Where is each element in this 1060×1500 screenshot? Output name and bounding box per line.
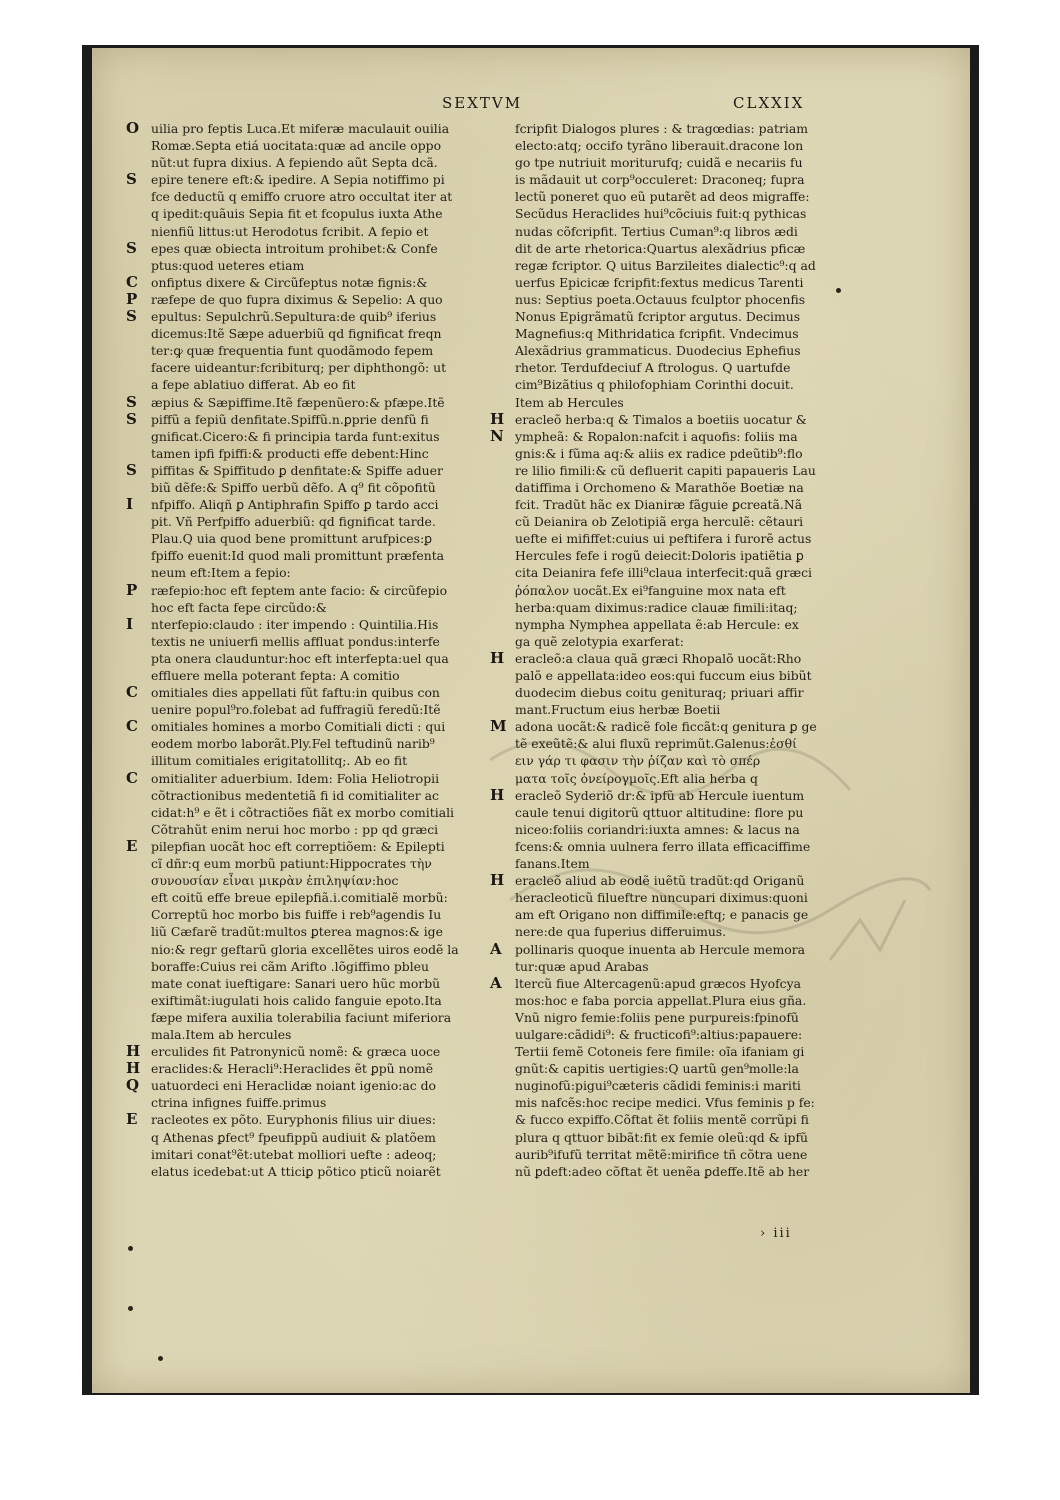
text-line: niceo:foliis coriandri:iuxta amnes: & lacus na bbox=[515, 821, 800, 837]
entry-initial: Q bbox=[126, 1076, 140, 1095]
margin-dot bbox=[128, 1246, 133, 1251]
text-line: biũ dẽfe:& Spiffo uerbũ dẽfo. A q⁹ fit cõpofitũ bbox=[151, 479, 436, 495]
margin-dot bbox=[836, 288, 841, 293]
text-line: dit de arte rhetorica:Quartus alexãdrius pficæ bbox=[515, 240, 806, 256]
folio-number: CLXXIX bbox=[733, 94, 805, 112]
text-line: fcripfit Dialogos plures : & tragœdias: patriam bbox=[515, 121, 808, 136]
text-line: effluere mella poterant fepta: A comitio bbox=[151, 668, 400, 683]
right-text-column bbox=[490, 120, 840, 1180]
text-line: q ipedit:quãuis Sepia fit et fcopulus iuxta Athe bbox=[151, 206, 443, 222]
text-line: fcens:& omnia uulnera ferro illata efficaciffime bbox=[515, 838, 811, 854]
text-entry bbox=[490, 718, 840, 786]
text-line: pit. Vñ Perfpiffo aduerbiũ: qd fignificat tarde. bbox=[151, 514, 436, 530]
text-entry bbox=[126, 582, 482, 616]
margin-dot bbox=[158, 1356, 163, 1361]
text-entry bbox=[126, 308, 482, 393]
text-line: ympheã: & Ropalon:nafcit i aquofis: foliis ma bbox=[515, 428, 798, 444]
entry-initial: H bbox=[490, 871, 505, 890]
text-line: Hercules fefe i rogũ deiecit:Doloris ipatiẽtia ꝑ bbox=[515, 548, 804, 564]
text-line: & fucco expiffo.Cõftat ẽt foliis mentẽ corrũpi fi bbox=[515, 1112, 809, 1128]
text-line: piffitas & Spiffitudo ꝑ denfitate:& Spiffe aduer bbox=[151, 462, 443, 478]
text-line: racleotes ex põto. Euryphonis filius uir diues: bbox=[151, 1112, 436, 1128]
text-line: lectũ poneret quo eũ putarẽt ad deos migraffe: bbox=[515, 189, 810, 205]
text-line: fce deductũ q emiffo cruore atro occultat iter at bbox=[151, 189, 453, 205]
text-line: Vnũ nigro femie:foliis pene purpureis:fpinofũ bbox=[515, 1009, 799, 1025]
text-line: mant.Fructum eius herbæ Boetii bbox=[515, 702, 721, 718]
text-line: dicemus:Itẽ Sæpe aduerbiũ qd fignificat freqn bbox=[151, 326, 442, 342]
text-line: eodem morbo laborãt.Ply.Fel teftudinũ narib⁹ bbox=[151, 736, 435, 752]
signature-mark: › iii bbox=[760, 1226, 792, 1241]
text-entry bbox=[126, 394, 482, 411]
text-line: eft coitũ effe breue epilepfiã.i.comitialẽ morbũ: bbox=[151, 890, 448, 906]
text-line: tur:quæ apud Arabas bbox=[515, 958, 649, 974]
text-line: duodecim diebus coitu genituraq; priuari affir bbox=[515, 685, 804, 701]
entry-initial: A bbox=[490, 973, 502, 992]
text-line: æpius & Sæpiffime.Itẽ fæpenũero:& pfæpe.Itẽ bbox=[151, 394, 445, 410]
text-line: uenire popul⁹ro.folebat ad fuffragiũ feredũ:Itẽ bbox=[151, 702, 441, 718]
text-line: Correptũ hoc morbo bis fuiffe i reb⁹agendis Iu bbox=[151, 907, 442, 923]
entry-initial: H bbox=[490, 648, 505, 667]
text-entry bbox=[126, 291, 482, 308]
text-line: boraffe:Cuius rei cãm Arifto .lõgiffimo pbleu bbox=[151, 958, 429, 974]
text-line: cim⁹Bizãtius q philofophiam Corinthi docuit. bbox=[515, 377, 794, 393]
text-line: elatus icedebat:ut A tticiꝑ põtico pticũ noiarẽt bbox=[151, 1163, 441, 1179]
text-line: cũ Deianira ob Zelotipiã erga herculẽ: cẽtauri bbox=[515, 514, 804, 530]
text-line: herba:quam diximus:radice clauæ fimili:itaq; bbox=[515, 599, 798, 615]
entry-initial: E bbox=[126, 1110, 138, 1129]
text-entry bbox=[126, 838, 482, 1043]
text-line: Tertii femẽ Cotoneis fere fimile: oĩa ifaniam gi bbox=[515, 1044, 805, 1060]
entry-initial: S bbox=[126, 307, 137, 326]
text-line: eracleõ Syderiõ dr:& ipfũ ab Hercule iuentum bbox=[515, 787, 805, 803]
text-line: omitiales homines a morbo Comitiali dicti : qui bbox=[151, 719, 446, 735]
running-head-title: SEXTVM bbox=[442, 94, 523, 112]
text-line: epultus: Sepulchrũ.Sepultura:de quib⁹ iferius bbox=[151, 309, 437, 325]
entry-initial: S bbox=[126, 392, 137, 411]
text-line: mala.Item ab hercules bbox=[151, 1026, 292, 1042]
text-line: uatuordeci eni Heraclidæ noiant igenio:ac do bbox=[151, 1078, 437, 1094]
text-entry bbox=[490, 120, 840, 411]
entry-initial: O bbox=[126, 119, 140, 137]
entry-initial: I bbox=[126, 614, 134, 633]
text-line: Item ab Hercules bbox=[515, 394, 624, 410]
text-line: Alexãdrius grammaticus. Duodecius Ephefius bbox=[515, 343, 801, 359]
text-line: cõtractionibus medentetiã fi id comitialiter ac bbox=[151, 787, 439, 803]
margin-dot bbox=[128, 1306, 133, 1311]
text-line: nienfiũ littus:ut Herodotus fcribit. A fepio et bbox=[151, 223, 429, 239]
entry-initial: S bbox=[126, 238, 137, 257]
entry-initial: S bbox=[126, 170, 137, 189]
text-line: omitialiter aduerbium. Idem: Folia Heliotropii bbox=[151, 770, 440, 786]
text-entry bbox=[490, 650, 840, 718]
text-line: nfpiffo. Aliqñ ꝑ Antiphrafin Spiffo ꝑ tardo acci bbox=[151, 497, 439, 513]
text-line: Nonus Epigrãmatũ fcriptor argutus. Decimus bbox=[515, 309, 801, 325]
entry-initial: C bbox=[126, 717, 138, 736]
text-line: ltercũ fiue Altercagenũ:apud græcos Hyofcya bbox=[515, 975, 801, 991]
text-line: a fepe ablatiuo differat. Ab eo fit bbox=[151, 377, 356, 393]
text-entry bbox=[126, 411, 482, 462]
text-line: uulgare:cãdidi⁹: & fructicofi⁹:altius:papauere: bbox=[515, 1026, 803, 1042]
text-line: ειν γάρ τι φασιν τὴν ῥίζαν καὶ τὸ σπέρ bbox=[515, 753, 761, 769]
text-line: eracleõ:a claua quã græci Rhopalõ uocãt:Rho bbox=[515, 650, 802, 666]
text-line: nere:de qua fuperius differuimus. bbox=[515, 924, 727, 940]
text-line: go tpe nutriuit moriturufq; cuidã e necariis fu bbox=[515, 155, 803, 171]
text-line: ptus:quod ueteres etiam bbox=[151, 257, 305, 273]
text-line: is mãdauit ut corp⁹occuleret: Draconeq; fupra bbox=[515, 172, 805, 188]
text-line: uefte ei mififfet:cuius ui peftifera i furorẽ actus bbox=[515, 531, 812, 547]
text-line: nudas cõfcripfit. Tertius Cuman⁹:q libros ædi bbox=[515, 223, 798, 239]
text-line: uerfus Epicicæ fcripfit:fextus medicus Tarenti bbox=[515, 274, 804, 290]
text-line: regæ fcriptor. Q uitus Barzileites dialectic⁹:q ad bbox=[515, 257, 816, 273]
text-line: rhetor. Terdufdeciuf A ftrologus. Q uartufde bbox=[515, 360, 791, 376]
text-line: datiffima i Orchomeno & Marathõe Boetiæ na bbox=[515, 479, 804, 495]
text-line: tamen ipfi fpiffi:& producti effe debent:Hinc bbox=[151, 445, 429, 461]
text-entry bbox=[490, 428, 840, 650]
entry-initial: P bbox=[126, 580, 138, 599]
text-entry bbox=[126, 274, 482, 291]
text-line: Plau.Q uia quod bene promittunt arufpices:ꝑ bbox=[151, 531, 433, 547]
text-line: fpiffo euenit:Id quod mali promittunt præfenta bbox=[151, 548, 445, 564]
text-entry bbox=[490, 872, 840, 940]
text-line: Secũdus Heraclides hui⁹cõciuis fuit:q pythicas bbox=[515, 206, 807, 222]
text-line: nio:& regr geftarũ gloria excellẽtes uiros eodẽ la bbox=[151, 941, 459, 957]
text-line: eraclides:& Heracli⁹:Heraclides ẽt ꝑpũ nomẽ bbox=[151, 1061, 434, 1077]
text-line: pollinaris quoque inuenta ab Hercule memora bbox=[515, 941, 806, 957]
text-line: illitum comitiales erigitatollitq;. Ab eo fit bbox=[151, 753, 408, 769]
entry-initial: I bbox=[126, 495, 134, 514]
text-line: uilia pro feptis Luca.Et miferæ maculauit ouilia bbox=[151, 121, 450, 136]
entry-initial: H bbox=[490, 785, 505, 804]
text-entry bbox=[126, 171, 482, 239]
text-line: am eft Origano non diffimile:eftq; e panacis ge bbox=[515, 907, 809, 923]
text-entry bbox=[126, 496, 482, 581]
text-line: Magnefius:q Mithridatica fcripfit. Vndecimus bbox=[515, 326, 799, 342]
entry-initial: H bbox=[490, 409, 505, 428]
text-line: ter:ꝙ quæ frequentia funt quodãmodo fepem bbox=[151, 343, 434, 359]
text-line: nũ ꝑdeft:adeo cõftat ẽt uenẽa ꝑdeffe.Itẽ ab her bbox=[515, 1163, 810, 1179]
text-line: nympha Nymphea appellata ẽ:ab Hercule: ex bbox=[515, 616, 799, 632]
text-entry bbox=[126, 1077, 482, 1111]
text-line: omitiales dies appellati fũt faftu:in quibus con bbox=[151, 685, 440, 701]
text-line: gnũt:& capitis uertigies:Q uartũ gen⁹molle:la bbox=[515, 1061, 799, 1077]
text-line: aurib⁹ifufũ territat mẽtẽ:mirifice tñ cõtra uene bbox=[515, 1146, 808, 1162]
entry-initial bbox=[490, 120, 515, 411]
text-entry bbox=[490, 787, 840, 872]
text-line: pta onera clauduntur:hoc eft interfepta:uel qua bbox=[151, 650, 449, 666]
text-line: eracleõ herba:q & Timalos a boetiis uocatur & bbox=[515, 411, 807, 427]
text-entry bbox=[490, 411, 840, 428]
text-line: nus: Septius poeta.Octauus fculptor phocenfis bbox=[515, 291, 806, 307]
text-line: plura q qttuor bibãt:fit ex femie oleũ:qd & ipfũ bbox=[515, 1129, 809, 1145]
text-line: eracleõ aliud ab eodẽ iuẽtũ tradũt:qd Origanũ bbox=[515, 873, 805, 889]
entry-initial: P bbox=[126, 289, 138, 308]
text-line: ræfepio:hoc eft feptem ante facio: & circũfepio bbox=[151, 582, 448, 598]
text-line: συνουσίαν εἶναι μικρὰν ἐπιληψίαν:hoc bbox=[151, 873, 399, 889]
text-line: cidat:h⁹ e ẽt i cõtractiões fiãt ex morbo comitiali bbox=[151, 804, 455, 820]
entry-initial: E bbox=[126, 836, 138, 855]
entry-initial: M bbox=[490, 717, 507, 736]
text-line: cita Deianira fefe illi⁹claua interfecit:quã græci bbox=[515, 565, 813, 581]
entry-initial: S bbox=[126, 460, 137, 479]
text-entry bbox=[126, 462, 482, 496]
text-line: tẽ exeũtẽ:& alui fluxũ reprimũt.Galenus:ἐσθί bbox=[515, 736, 797, 752]
text-line: re lilio fimili:& cũ defluerit capiti papaueris Lau bbox=[515, 462, 816, 478]
text-line: caule tenui digitorũ qttuor altitudine: flore pu bbox=[515, 804, 804, 820]
entry-initial: C bbox=[126, 683, 138, 702]
text-line: ræfepe de quo fupra diximus & Sepelio: A quo bbox=[151, 291, 443, 307]
left-text-column bbox=[126, 120, 482, 1180]
text-entry bbox=[126, 1043, 482, 1060]
text-line: Romæ.Septa etiá uocitata:quæ ad ancile oppo bbox=[151, 138, 442, 154]
text-line: facere uideantur:fcribiturq; per diphthongõ: ut bbox=[151, 360, 447, 376]
text-line: gnificat.Cicero:& fi principia tarda funt:exitus bbox=[151, 428, 440, 444]
text-line: nterfepio:claudo : iter impendo : Quintilia.His bbox=[151, 616, 439, 632]
text-line: Cõtrahũt enim nerui hoc morbo : pp qd græci bbox=[151, 821, 439, 837]
text-line: epes quæ obiecta introitum prohibet:& Confe bbox=[151, 240, 438, 256]
entry-initial: C bbox=[126, 272, 138, 291]
text-line: neum eft:Item a fepio: bbox=[151, 565, 291, 581]
text-line: nuginofũ:pigui⁹cæteris cãdidi feminis:i mariti bbox=[515, 1078, 801, 1094]
text-line: adona uocãt:& radicẽ fole ficcãt:q genitura ꝑ ge bbox=[515, 719, 817, 735]
text-line: liũ Cæfarẽ tradũt:multos ꝑterea magnos:& ige bbox=[151, 924, 443, 940]
text-entry bbox=[126, 616, 482, 684]
text-entry bbox=[126, 120, 482, 171]
text-line: onfiptus dixere & Circũfeptus notæ fignis:& bbox=[151, 274, 428, 290]
text-line: electo:atq; occifo tyrãno liberauit.dracone lon bbox=[515, 138, 804, 154]
text-entry bbox=[126, 770, 482, 838]
text-line: pilepfian uocãt hoc eft correptiõem: & Epilepti bbox=[151, 838, 445, 854]
text-line: imitari conat⁹ẽt:utebat molliori uefte : adeoq; bbox=[151, 1146, 437, 1162]
entry-initial: A bbox=[490, 939, 502, 958]
text-line: textis ne uniuerfi mellis affluat pondus:interfe bbox=[151, 633, 440, 649]
text-entry bbox=[126, 240, 482, 274]
text-line: epire tenere eft:& ipedire. A Sepia notiffimo pi bbox=[151, 172, 445, 188]
text-entry bbox=[126, 1111, 482, 1179]
text-line: fanans.Item bbox=[515, 856, 590, 872]
text-line: hoc eft facta fepe circũdo:& bbox=[151, 599, 327, 615]
text-line: cĩ dñr:q eum morbũ patiunt:Hippocrates τὴν bbox=[151, 856, 432, 872]
text-line: heracleoticũ filueftre nuncupari diximus:quoni bbox=[515, 890, 808, 906]
text-line: q Athenas ꝑfect⁹ fpeufippũ audiuit & platõem bbox=[151, 1129, 436, 1145]
text-line: palõ e appellata:ideo eos:qui fuccum eius bibũt bbox=[515, 668, 812, 683]
text-entry bbox=[126, 718, 482, 769]
entry-initial: H bbox=[126, 1042, 141, 1061]
text-line: mos:hoc e faba porcia appellat.Plura eius gña. bbox=[515, 992, 807, 1008]
entry-initial: C bbox=[126, 768, 138, 787]
text-entry bbox=[126, 1060, 482, 1077]
entry-initial: H bbox=[126, 1059, 141, 1078]
text-line: gnis:& i fũma aq:& aliis ex radice pdeũtib⁹:flo bbox=[515, 445, 803, 461]
text-entry bbox=[490, 941, 840, 975]
text-line: nũt:ut fupra dixius. A fepiendo aũt Septa dcã. bbox=[151, 155, 438, 171]
text-line: fcit. Tradũt hãc ex Dianiræ fãguie ꝑcreatã.Nã bbox=[515, 497, 803, 513]
text-line: mate conat iueftigare: Sanari uero hũc morbũ bbox=[151, 975, 441, 991]
entry-initial: S bbox=[126, 409, 137, 428]
text-line: fæpe mifera auxilia tolerabilia faciunt miferiora bbox=[151, 1009, 452, 1025]
text-line: ματα τοῖς ὀνείρογμοῖς.Eft alia herba q bbox=[515, 770, 758, 786]
text-line: piffũ a fepiũ denfitate.Spiffũ.n.ꝑprie denfũ fi bbox=[151, 411, 429, 427]
text-line: erculides fit Patronynicũ nomẽ: & græca uoce bbox=[151, 1044, 441, 1060]
text-line: exiftimãt:iugulati hois calido fanguie epoto.Ita bbox=[151, 992, 442, 1008]
text-line: ῥόπαλον uocãt.Ex ei⁹fanguine mox nata eft bbox=[515, 582, 786, 598]
text-entry bbox=[126, 684, 482, 718]
text-line: mis nafcẽs:hoc recipe medici. Vfus feminis p fe: bbox=[515, 1095, 815, 1111]
text-entry bbox=[490, 975, 840, 1180]
text-line: ga quẽ zelotypia exarferat: bbox=[515, 633, 684, 649]
text-line: ctrina infignes fuiffe.primus bbox=[151, 1095, 327, 1111]
entry-initial: N bbox=[490, 426, 504, 445]
